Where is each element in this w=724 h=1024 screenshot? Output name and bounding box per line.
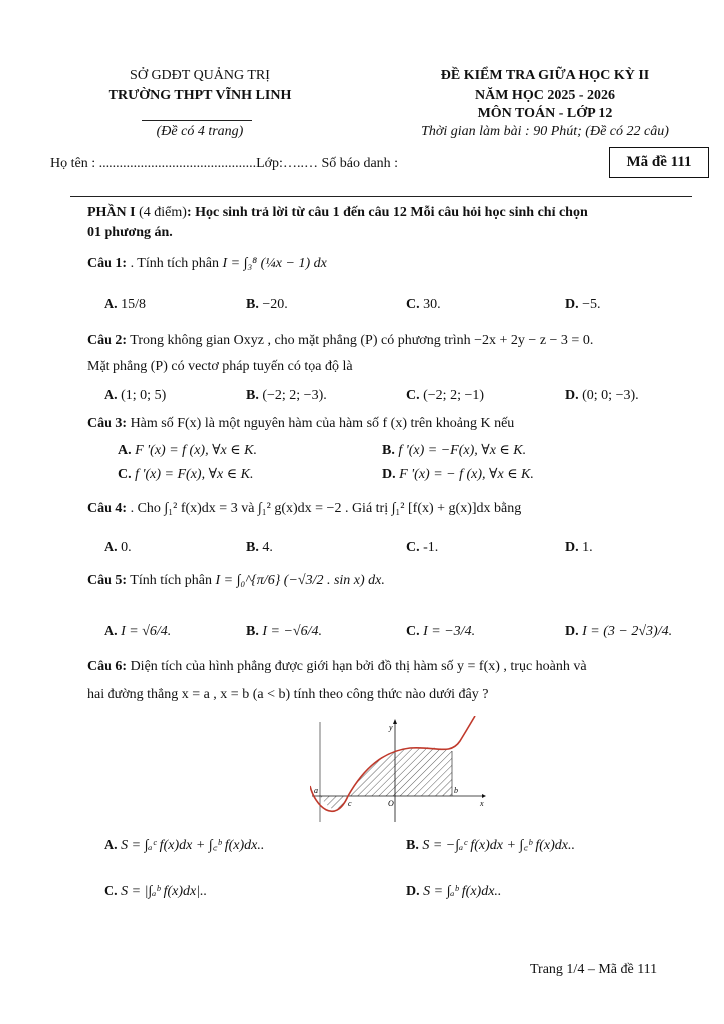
q2-text2: Mặt phẳng (P) có vectơ pháp tuyến có tọa độ là (87, 359, 353, 374)
q2-option-d[interactable] (565, 388, 639, 404)
option-label: B. (246, 540, 259, 555)
q1-formula: I = ∫₃⁸ (¼x − 1) dx (222, 256, 327, 271)
q4-option-c[interactable] (406, 540, 438, 556)
q1-a-value: 15/8 (121, 297, 147, 312)
part1-instruction-line2: 01 phương án. (87, 225, 173, 240)
q5-option-c[interactable] (406, 624, 475, 640)
question-3 (87, 416, 514, 432)
question-1 (87, 256, 327, 272)
q6-a-value: S = ∫ₐᶜ f(x)dx + ∫꜀ᵇ f(x)dx.. (121, 838, 265, 853)
q5-a-value: I = √6/4. (121, 624, 172, 639)
q3-option-d[interactable] (382, 466, 534, 483)
q3-option-a[interactable] (118, 442, 257, 459)
label-c: c (348, 799, 352, 808)
q6-d-value: S = ∫ₐᵇ f(x)dx.. (423, 884, 502, 899)
q1-option-a[interactable] (104, 297, 146, 313)
q6-c-value: S = |∫ₐᵇ f(x)dx|.. (121, 884, 208, 899)
option-label: D. (406, 884, 420, 899)
label-b: b (454, 786, 458, 795)
department: SỞ GDĐT QUẢNG TRỊ (130, 68, 270, 83)
q5-option-b[interactable] (246, 624, 322, 640)
q6-option-a[interactable] (104, 835, 264, 854)
q6-text1: Diện tích của hình phẳng được giới hạn bởi đồ thị hàm số y = f(x) , trục hoành và (127, 659, 587, 674)
option-label: B. (246, 388, 259, 403)
q5-text: Tính tích phân (127, 573, 216, 588)
page-footer: Trang 1/4 – Mã đề 111 (530, 962, 658, 977)
q3-option-b[interactable] (382, 442, 526, 459)
q4-option-d[interactable] (565, 540, 593, 556)
q5-option-a[interactable] (104, 624, 171, 640)
q4-d-value: 1. (582, 540, 593, 555)
q4-label: Câu 4: (87, 501, 128, 516)
school-name: TRƯỜNG THPT VĨNH LINH (108, 88, 292, 103)
option-label: B. (246, 297, 259, 312)
time-note: Thời gian làm bài : 90 Phút; (Đề có 22 câu) (421, 124, 669, 139)
option-label: C. (406, 297, 420, 312)
q6-option-d[interactable] (406, 884, 501, 900)
q4-option-a[interactable] (104, 540, 132, 556)
label-a: a (314, 786, 318, 795)
label-x: x (480, 799, 484, 808)
q6-b-value: S = −∫ₐᶜ f(x)dx + ∫꜀ᵇ f(x)dx.. (422, 838, 576, 853)
option-label: C. (104, 884, 118, 899)
part1-title: PHẦN I (87, 205, 136, 220)
q5-option-d[interactable] (565, 624, 672, 640)
option-label: A. (118, 443, 132, 458)
x-axis-arrow (482, 794, 486, 798)
option-label: B. (406, 838, 419, 853)
q5-c-value: I = −3/4. (423, 624, 476, 639)
option-label: C. (406, 540, 420, 555)
q2-d-value: (0; 0; −3). (582, 388, 639, 403)
q4-option-b[interactable] (246, 540, 273, 556)
option-label: A. (104, 838, 118, 853)
q1-option-c[interactable] (406, 297, 441, 313)
option-label: D. (565, 297, 579, 312)
q2-c-value: (−2; 2; −1) (423, 388, 485, 403)
question-4 (87, 501, 521, 517)
q3-d-value: F '(x) = − f (x), ∀x ∈ K. (399, 467, 534, 482)
q5-d-value: I = (3 − 2√3)/4. (582, 624, 673, 639)
q2-option-a[interactable] (104, 388, 166, 404)
q2-text1: Trong không gian Oxyz , cho mặt phẳng (P) có phương trình −2x + 2y − z − 3 = 0. (127, 333, 594, 348)
option-label: B. (382, 443, 395, 458)
shaded-region-above (348, 747, 452, 796)
header-divider (142, 120, 252, 121)
q1-option-d[interactable] (565, 297, 601, 313)
q3-text: Hàm số F(x) là một nguyên hàm của hàm số f (x) trên khoảng K nếu (127, 416, 515, 431)
q5-label: Câu 5: (87, 573, 128, 588)
q3-label: Câu 3: (87, 416, 128, 431)
q4-b-value: 4. (262, 540, 273, 555)
exam-title: ĐỀ KIỂM TRA GIỮA HỌC KỲ II (440, 68, 650, 83)
q4-c-value: -1. (423, 540, 439, 555)
option-label: A. (104, 540, 118, 555)
q3-c-value: f '(x) = F(x), ∀x ∈ K. (135, 467, 254, 482)
q1-option-b[interactable] (246, 297, 288, 313)
question-2 (87, 333, 593, 349)
q1-text: . Tính tích phân (127, 256, 223, 271)
area-graph (310, 716, 495, 826)
label-y: y (389, 723, 393, 732)
question-6 (87, 659, 587, 675)
option-label: D. (382, 467, 396, 482)
exam-code-box: Mã đề 111 (609, 147, 709, 178)
part1-heading (87, 205, 588, 221)
option-label: A. (104, 297, 118, 312)
q3-b-value: f '(x) = −F(x), ∀x ∈ K. (398, 443, 527, 458)
pages-note: (Đề có 4 trang) (156, 124, 244, 139)
subject: MÔN TOÁN - LỚP 12 (477, 106, 613, 121)
option-label: A. (104, 388, 118, 403)
option-label: A. (104, 624, 118, 639)
q3-option-c[interactable] (118, 466, 253, 483)
option-label: C. (406, 388, 420, 403)
part1-instruction: : Học sinh trả lời từ câu 1 đến câu 12 Mỗi câu hỏi học sinh chỉ chọn (186, 205, 588, 220)
q6-text2: hai đường thẳng x = a , x = b (a < b) tính theo công thức nào dưới đây ? (87, 687, 489, 702)
option-label: D. (565, 388, 579, 403)
q6-option-c[interactable] (104, 884, 207, 900)
q2-option-b[interactable] (246, 388, 327, 404)
q1-b-value: −20. (262, 297, 288, 312)
section-divider (70, 196, 692, 197)
q5-b-value: I = −√6/4. (262, 624, 322, 639)
q4-text: . Cho ∫₁² f(x)dx = 3 và ∫₁² g(x)dx = −2 . Giá trị ∫₁² [f(x) + g(x)]dx bằng (127, 501, 522, 516)
y-axis-arrow (393, 719, 397, 724)
q2-label: Câu 2: (87, 333, 128, 348)
q5-formula: I = ∫₀^{π/6} (−√3/2 . sin x) dx. (215, 573, 385, 588)
q6-option-b[interactable] (406, 835, 575, 854)
student-info-line: Họ tên : .............................................Lớp:…..… Số báo danh : (50, 156, 399, 171)
q1-label: Câu 1: (87, 256, 128, 271)
option-label: B. (246, 624, 259, 639)
q2-option-c[interactable] (406, 388, 484, 404)
q1-c-value: 30. (423, 297, 441, 312)
option-label: C. (406, 624, 420, 639)
option-label: C. (118, 467, 132, 482)
q6-label: Câu 6: (87, 659, 128, 674)
q1-d-value: −5. (582, 297, 601, 312)
q4-a-value: 0. (121, 540, 132, 555)
question-5 (87, 573, 385, 589)
q3-a-value: F '(x) = f (x), ∀x ∈ K. (135, 443, 257, 458)
school-year: NĂM HỌC 2025 - 2026 (475, 88, 615, 103)
option-label: D. (565, 540, 579, 555)
q2-b-value: (−2; 2; −3). (262, 388, 327, 403)
q2-a-value: (1; 0; 5) (121, 388, 167, 403)
option-label: D. (565, 624, 579, 639)
part1-points: (4 điểm) (135, 205, 187, 220)
label-origin: O (388, 799, 394, 808)
